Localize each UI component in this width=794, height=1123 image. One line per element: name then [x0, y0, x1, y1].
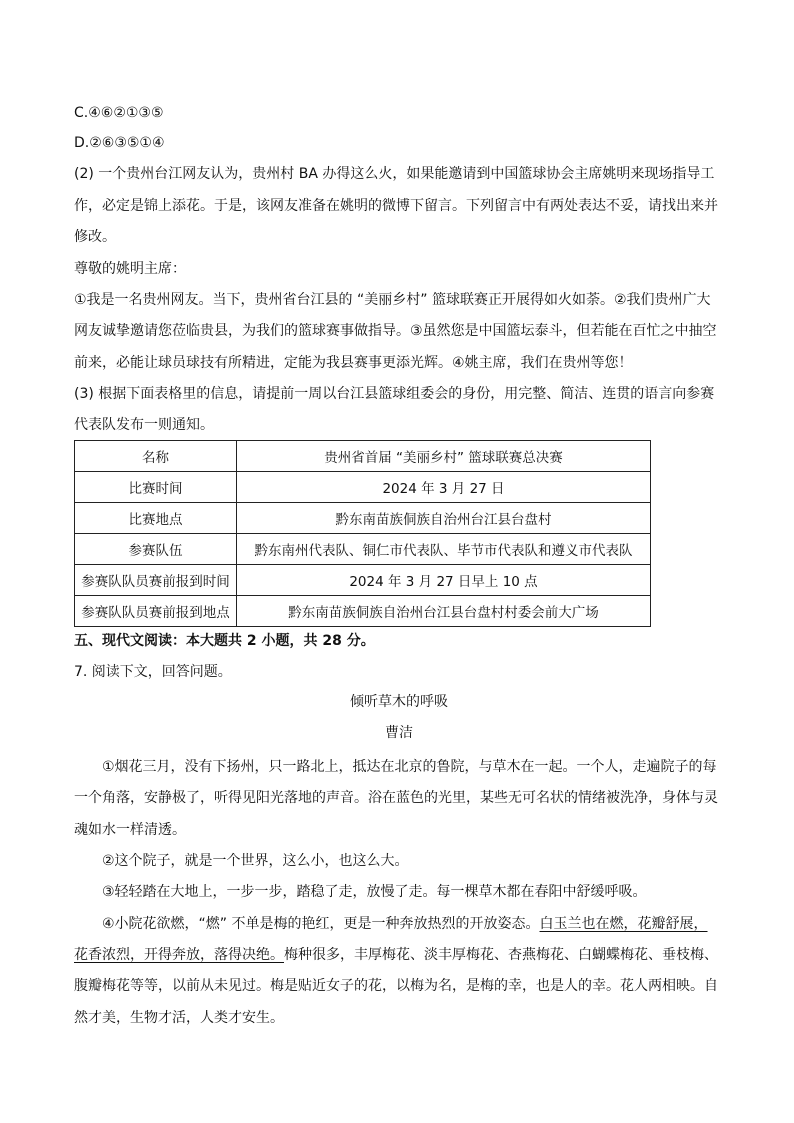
- q2-text-line-3: 修改。: [74, 229, 116, 245]
- table-value-cell: 黔东南州代表队、铜仁市代表队、毕节市代表队和遵义市代表队: [237, 534, 651, 565]
- q3-text-line-1: (3) 根据下面表格里的信息，请提前一周以台江县篮球组委会的身份，用完整、简洁、连贯的语言向参赛: [74, 386, 715, 402]
- message-greeting: 尊敬的姚明主席：: [74, 261, 186, 277]
- paragraph-4-text: 梅种很多，丰厚梅花、淡丰厚梅花、杏燕梅花、白蝴蝶梅花、垂枝梅、: [284, 947, 718, 963]
- table-row: [75, 596, 651, 627]
- table-label-cell: 名称: [75, 441, 237, 472]
- table-label-cell: 参赛队伍: [75, 534, 237, 565]
- paragraph-1-line-1: ①烟花三月，没有下扬州，只一路北上，抵达在北京的鲁院，与草木在一起。一个人，走遍院子的每: [102, 759, 717, 775]
- question-7: 7. 阅读下文，回答问题。: [74, 664, 232, 680]
- competition-info-table: [74, 440, 651, 627]
- option-c: C.④⑥②①③⑤: [74, 105, 164, 121]
- paragraph-2: ②这个院子，就是一个世界，这么小，也这么大。: [102, 853, 409, 869]
- article-author: 曹洁: [385, 725, 413, 741]
- paragraph-4-line-3: 腹瓣梅花等等，以前从未见过。梅是贴近女子的花，以梅为名，是梅的幸，也是人的幸。花人两相映。自: [74, 978, 718, 994]
- table-row: [75, 534, 651, 565]
- table-value-cell: 黔东南苗族侗族自治州台江县台盘村: [237, 503, 651, 534]
- message-line-3: 前来，必能让球员球技有所精进，定能为我县赛事更添光辉。④姚主席，我们在贵州等您！: [74, 355, 633, 371]
- section-heading: 五、现代文阅读：本大题共 2 小题，共 28 分。: [74, 633, 375, 649]
- table-row: [75, 441, 651, 472]
- table-label-cell: 比赛地点: [75, 503, 237, 534]
- table-value-cell: 黔东南苗族侗族自治州台江县台盘村村委会前大广场: [237, 596, 651, 627]
- message-line-1: ①我是一名贵州网友。当下，贵州省台江县的 “美丽乡村” 篮球联赛正开展得如火如荼。②我们贵州广大: [74, 292, 711, 308]
- paragraph-1-line-2: 一个角落，安静极了，听得见阳光落地的声音。浴在蓝色的光里，某些无可名状的情绪被洗净，身体与灵: [74, 790, 718, 806]
- underlined-sentence: 白玉兰也在燃，花瓣舒展，: [539, 916, 708, 932]
- article-title: 倾听草木的呼吸: [350, 694, 448, 710]
- paragraph-4-line-2: [74, 945, 724, 965]
- table-label-cell: 参赛队队员赛前报到时间: [75, 565, 237, 596]
- option-d: D.②⑥③⑤①④: [74, 135, 165, 151]
- paragraph-4-line-4: 然才美，生物才活，人类才安生。: [74, 1010, 284, 1026]
- table-label-cell: 比赛时间: [75, 472, 237, 503]
- table-value-cell: 2024 年 3 月 27 日: [237, 472, 651, 503]
- paragraph-3: ③轻轻踏在大地上，一步一步，踏稳了走，放慢了走。每一棵草木都在春阳中舒缓呼吸。: [102, 884, 647, 900]
- table-row: [75, 503, 651, 534]
- q2-text-line-1: (2) 一个贵州台江网友认为，贵州村 BA 办得这么火，如果能邀请到中国篮球协会主席姚明来现场指导工: [74, 166, 715, 182]
- table-value-cell: 2024 年 3 月 27 日早上 10 点: [237, 565, 651, 596]
- table-label-cell: 参赛队队员赛前报到地点: [75, 596, 237, 627]
- table-value-cell: 贵州省首届 “美丽乡村” 篮球联赛总决赛: [237, 441, 651, 472]
- q2-text-line-2: 作，必定是锦上添花。于是，该网友准备在姚明的微博下留言。下列留言中有两处表达不妥，请找出来并: [74, 198, 718, 214]
- paragraph-4-text: ④小院花欲燃，“燃” 不单是梅的艳红，更是一种奔放热烈的开放姿态。: [102, 916, 540, 932]
- message-line-2: 网友诚挚邀请您莅临贵县，为我们的篮球赛事做指导。③虽然您是中国篮坛泰斗，但若能在百忙之中抽空: [74, 323, 717, 339]
- q3-text-line-2: 代表队发布一则通知。: [74, 417, 214, 433]
- paragraph-4-line-1: [102, 914, 724, 934]
- table-row: [75, 472, 651, 503]
- underlined-sentence: 花香浓烈，开得奔放，落得决绝。: [74, 947, 284, 963]
- paragraph-1-line-3: 魂如水一样清透。: [74, 822, 186, 838]
- table-row: [75, 565, 651, 596]
